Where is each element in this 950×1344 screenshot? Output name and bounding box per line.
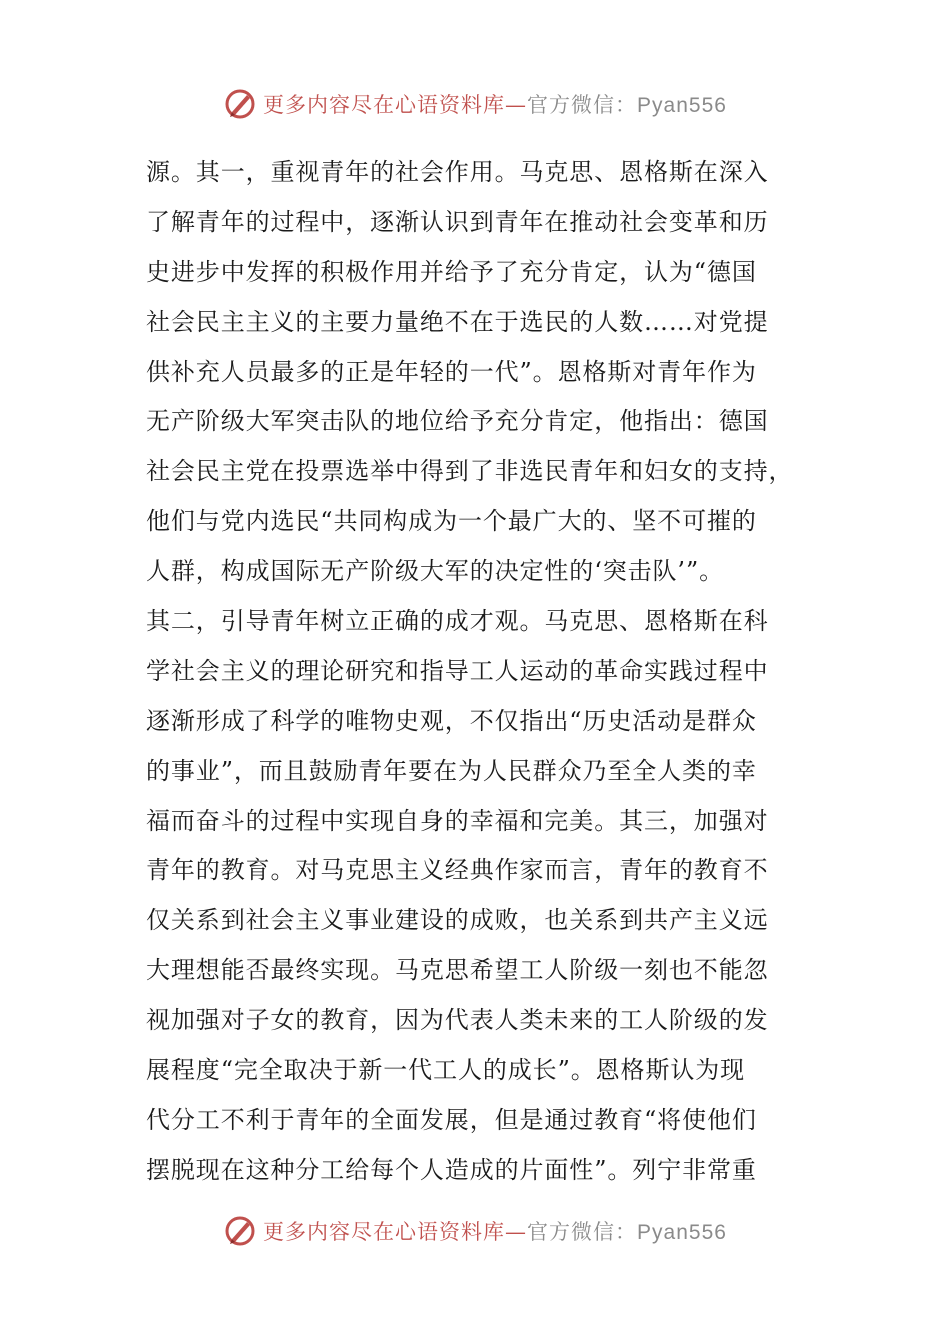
text-line: 了解青年的过程中，逐渐认识到青年在推动社会变革和历 — [146, 207, 769, 236]
text-line: 的事业”，而且鼓励青年要在为人民群众乃至全人类的幸 — [146, 756, 757, 785]
header-banner-text — [263, 89, 727, 119]
text-line: 福而奋斗的过程中实现自身的幸福和完美。其三，加强对 — [146, 806, 769, 835]
text-line: 学社会主义的理论研究和指导工人运动的革命实践过程中 — [146, 656, 769, 685]
footer-wechat-id: Pyan556 — [637, 1221, 727, 1244]
text-line: 展程度“完全取决于新一代工人的成长”。恩格斯认为现 — [146, 1056, 746, 1085]
text-line: 人群，构成国际无产阶级大军的决定性的‘突击队’”。 — [146, 557, 725, 586]
footer-brand-text: 更多内容尽在心语资料库 — [263, 1220, 506, 1244]
text-line: 源。其一，重视青年的社会作用。马克思、恩格斯在深入 — [146, 158, 769, 186]
text-line: 逐渐形成了科学的唯物史观，不仅指出“历史活动是群众 — [146, 706, 757, 735]
header-official-label: 官方微信： — [527, 93, 638, 117]
pen-logo-icon — [223, 1214, 257, 1248]
text-line: 史进步中发挥的积极作用并给予了充分肯定，认为“德国 — [146, 257, 757, 286]
text-line: 社会民主主义的主要力量绝不在于选民的人数……对党提 — [146, 307, 769, 336]
header-banner — [0, 84, 950, 124]
text-line: 供补充人员最多的正是年轻的一代”。恩格斯对青年作为 — [146, 357, 757, 386]
text-line: 摆脱现在这种分工给每个人造成的片面性”。列宁非常重 — [146, 1155, 757, 1184]
footer-banner-text — [263, 1216, 727, 1246]
footer-banner — [0, 1211, 950, 1251]
footer-official-label: 官方微信： — [527, 1220, 638, 1244]
header-brand-text: 更多内容尽在心语资料库 — [263, 93, 506, 117]
text-line: 仅关系到社会主义事业建设的成败，也关系到共产主义远 — [146, 906, 769, 935]
header-wechat-id: Pyan556 — [637, 94, 727, 117]
pen-logo-icon — [223, 87, 257, 121]
text-line: 青年的教育。对马克思主义经典作家而言，青年的教育不 — [146, 856, 769, 885]
footer-separator: — — [505, 1220, 528, 1244]
text-line: 其二，引导青年树立正确的成才观。马克思、恩格斯在科 — [146, 607, 769, 636]
text-line: 社会民主党在投票选举中得到了非选民青年和妇女的支持， — [146, 457, 794, 486]
text-line: 大理想能否最终实现。马克思希望工人阶级一刻也不能忽 — [146, 956, 769, 985]
text-line: 他们与党内选民“共同构成为一个最广大的、坚不可摧的 — [146, 507, 757, 536]
text-line: 代分工不利于青年的全面发展，但是通过教育“将使他们 — [146, 1105, 757, 1134]
document-body — [146, 148, 794, 1196]
header-separator: — — [505, 93, 528, 117]
text-line: 无产阶级大军突击队的地位给予充分肯定，他指出：德国 — [146, 407, 769, 436]
text-line: 视加强对子女的教育，因为代表人类未来的工人阶级的发 — [146, 1006, 769, 1035]
